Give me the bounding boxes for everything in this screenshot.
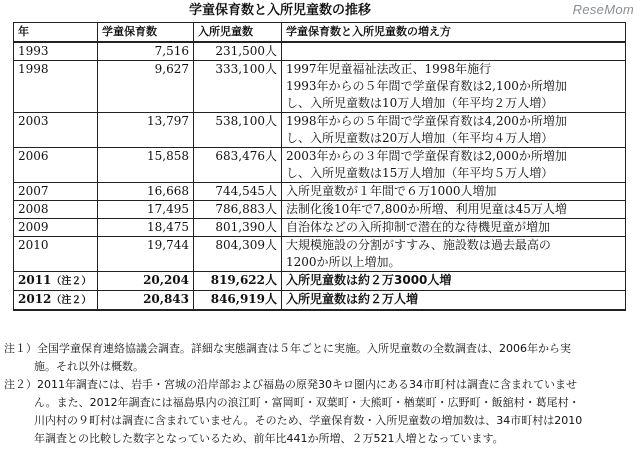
centers-cell: 19,744 — [98, 237, 194, 272]
year-cell — [14, 272, 98, 291]
note-line: 2003年からの３年間で学童保育数は2,000か所増加 — [286, 149, 567, 163]
note-line: 1993年からの５年間で学童保育数は2,100か所増加 — [286, 79, 567, 93]
growth-note-cell — [282, 272, 626, 291]
growth-note-cell — [282, 148, 626, 183]
note-line: し、入所児童数は10万人増加（年平均２万人増） — [286, 96, 554, 110]
year-cell — [14, 219, 98, 237]
year-cell — [14, 201, 98, 219]
table-row — [14, 272, 626, 291]
table-row — [14, 183, 626, 201]
table-row — [14, 113, 626, 148]
footnote-line: 注２）2011年調査には、岩手・宮城の沿岸部および福島の原発30キロ圏内にある34市町村は調査に含まれていませ — [4, 378, 577, 391]
growth-note-cell — [282, 237, 626, 272]
table-row — [14, 237, 626, 272]
note-line: 大規模施設の分割がすすみ、施設数は過去最高の — [286, 238, 551, 252]
children-cell: 846,919人 — [194, 291, 282, 311]
note-line: 1998年からの５年間で学童保育数は4,200か所増加 — [286, 114, 567, 128]
footnote-line: 注１）全国学童保育連絡協議会調査。詳細な実態調査は５年ごとに実施。入所児童数の全数調査は、2006年から実 — [4, 342, 571, 355]
header-centers: 学童保育数 — [98, 23, 194, 43]
centers-cell: 13,797 — [98, 113, 194, 148]
year-value: 2012 — [18, 292, 52, 306]
children-cell: 804,309人 — [194, 237, 282, 272]
note-line: 自治体などの入所抑制で潜在的な待機児童が増加 — [286, 220, 551, 234]
children-cell: 683,476人 — [194, 148, 282, 183]
table-row — [14, 201, 626, 219]
header-children: 入所児童数 — [194, 23, 282, 43]
growth-note-cell — [282, 183, 626, 201]
year-value: 2006 — [18, 149, 49, 163]
footnote-line: 川内村の９町村は調査に含まれていません。そのため、学童保育数・入所児童数の増加数は、34市町村は2010 — [34, 414, 583, 427]
year-value: 1998 — [18, 62, 49, 76]
note-line: 1200か所以上増加。 — [286, 255, 401, 269]
note-line: し、入所児童数は15万人増加（年平均５万人増） — [286, 166, 554, 180]
centers-cell: 16,668 — [98, 183, 194, 201]
year-value: 2008 — [18, 202, 49, 216]
note-line: 入所児童数は約２万3000人増 — [286, 273, 452, 287]
children-cell: 786,883人 — [194, 201, 282, 219]
centers-cell: 9,627 — [98, 61, 194, 113]
table-body — [14, 42, 626, 310]
table-header-row — [14, 23, 626, 43]
page-title: 学童保育数と入所児童数の推移 — [188, 3, 371, 18]
children-cell: 801,390人 — [194, 219, 282, 237]
note-line: 入所児童数が１年間で６万1000人増加 — [286, 184, 497, 198]
year-remark: （注２） — [51, 276, 92, 287]
children-cell: 333,100人 — [194, 61, 282, 113]
growth-note-cell — [282, 61, 626, 113]
children-cell: 538,100人 — [194, 113, 282, 148]
footnotes — [4, 340, 634, 448]
footnote-line: 施。それ以外は概数。 — [34, 360, 144, 373]
growth-note-cell — [282, 219, 626, 237]
footnote-line: 年調査との比較した数字となっているため、前年比441か所増、２万521人増となっています。 — [34, 432, 504, 445]
table-row — [14, 219, 626, 237]
centers-cell: 20,204 — [98, 272, 194, 291]
year-value: 2003 — [18, 114, 49, 128]
header-year: 年 — [14, 23, 98, 43]
centers-cell: 18,475 — [98, 219, 194, 237]
children-cell: 231,500人 — [194, 42, 282, 61]
growth-note-cell — [282, 201, 626, 219]
year-value: 2009 — [18, 220, 49, 234]
year-value: 2010 — [18, 238, 49, 252]
centers-cell: 17,495 — [98, 201, 194, 219]
note-line: し、入所児童数は20万人増加（年平均４万人増） — [286, 131, 554, 145]
children-cell: 744,545人 — [194, 183, 282, 201]
year-value: 2007 — [18, 184, 49, 198]
year-cell — [14, 237, 98, 272]
centers-cell: 20,843 — [98, 291, 194, 311]
year-cell — [14, 61, 98, 113]
table-row — [14, 148, 626, 183]
growth-note-cell — [282, 42, 626, 61]
year-value: 1993 — [18, 44, 49, 58]
year-cell — [14, 42, 98, 61]
year-cell — [14, 113, 98, 148]
children-cell: 819,622人 — [194, 272, 282, 291]
year-cell — [14, 291, 98, 311]
resemom-logo: ReseMom — [572, 2, 634, 17]
table-row — [14, 42, 626, 61]
note-line: 入所児童数は約２万人増 — [286, 292, 419, 306]
year-remark: （注２） — [51, 295, 92, 306]
centers-cell: 7,516 — [98, 42, 194, 61]
note-line: 1997年児童福祉法改正、1998年施行 — [286, 62, 492, 76]
header-growth-note: 学童保育数と入所児童数の増え方 — [282, 23, 626, 43]
centers-cell: 15,858 — [98, 148, 194, 183]
year-cell — [14, 148, 98, 183]
footnote-line: ん。また、2012年調査には福島県内の浪江町・富岡町・双葉町・大熊町・楢葉町・広野町・飯舘村・葛尾村・ — [34, 396, 580, 409]
table-row — [14, 291, 626, 311]
year-cell — [14, 183, 98, 201]
table-row — [14, 61, 626, 113]
note-line: 法制化後10年で7,800か所増、利用児童は45万人増 — [286, 202, 567, 216]
growth-note-cell — [282, 291, 626, 311]
year-value: 2011 — [18, 273, 52, 287]
statistics-table — [13, 22, 626, 311]
growth-note-cell — [282, 113, 626, 148]
